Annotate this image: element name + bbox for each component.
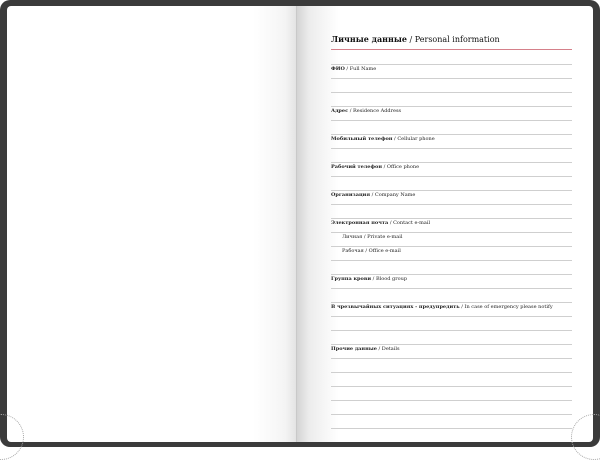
writing-line xyxy=(331,190,572,191)
writing-line xyxy=(331,162,572,163)
field-label-emergency-contact: В чрезвычайных ситуациях - предупредить / In case of emergency please notify xyxy=(331,304,553,310)
writing-line xyxy=(331,428,572,429)
writing-line xyxy=(331,414,572,415)
writing-line xyxy=(331,260,572,261)
writing-line xyxy=(331,78,572,79)
field-label-private-email: Личная / Private e-mail xyxy=(342,234,403,240)
field-label-blood-group: Группа крови / Blood group xyxy=(331,276,408,282)
writing-line xyxy=(331,204,572,205)
writing-line xyxy=(331,372,572,373)
right-page xyxy=(297,6,593,442)
writing-line xyxy=(331,148,572,149)
writing-line xyxy=(331,64,572,65)
writing-line xyxy=(331,400,572,401)
field-label-details: Прочие данные / Details xyxy=(331,346,400,352)
writing-line xyxy=(331,176,572,177)
writing-line xyxy=(331,358,572,359)
writing-line xyxy=(331,106,572,107)
writing-line xyxy=(331,120,572,121)
writing-line xyxy=(331,232,572,233)
form-title xyxy=(331,34,572,44)
writing-line xyxy=(331,330,572,331)
field-label-email: Электронная почта / Contact e-mail xyxy=(331,220,431,226)
field-label-address: Адрес / Residence Address xyxy=(331,108,402,114)
writing-line xyxy=(331,316,572,317)
writing-line xyxy=(331,344,572,345)
field-label-company: Организация / Company Name xyxy=(331,192,416,198)
field-label-office-email: Рабочая / Office e-mail xyxy=(342,248,401,254)
form-title-ru: Личные данные xyxy=(331,34,407,44)
form-title-en: / Personal information xyxy=(409,35,500,44)
field-label-office-phone: Рабочий телефон / Office phone xyxy=(331,164,420,170)
field-label-full-name: ФИО / Full Name xyxy=(331,66,377,72)
writing-line xyxy=(331,274,572,275)
writing-line xyxy=(331,92,572,93)
writing-line xyxy=(331,246,572,247)
left-page xyxy=(7,6,297,442)
writing-line xyxy=(331,134,572,135)
field-label-mobile-phone: Мобильный телефон / Cellular phone xyxy=(331,136,435,142)
writing-line xyxy=(331,302,572,303)
writing-line xyxy=(331,218,572,219)
writing-line xyxy=(331,288,572,289)
title-divider xyxy=(331,49,572,50)
writing-line xyxy=(331,386,572,387)
